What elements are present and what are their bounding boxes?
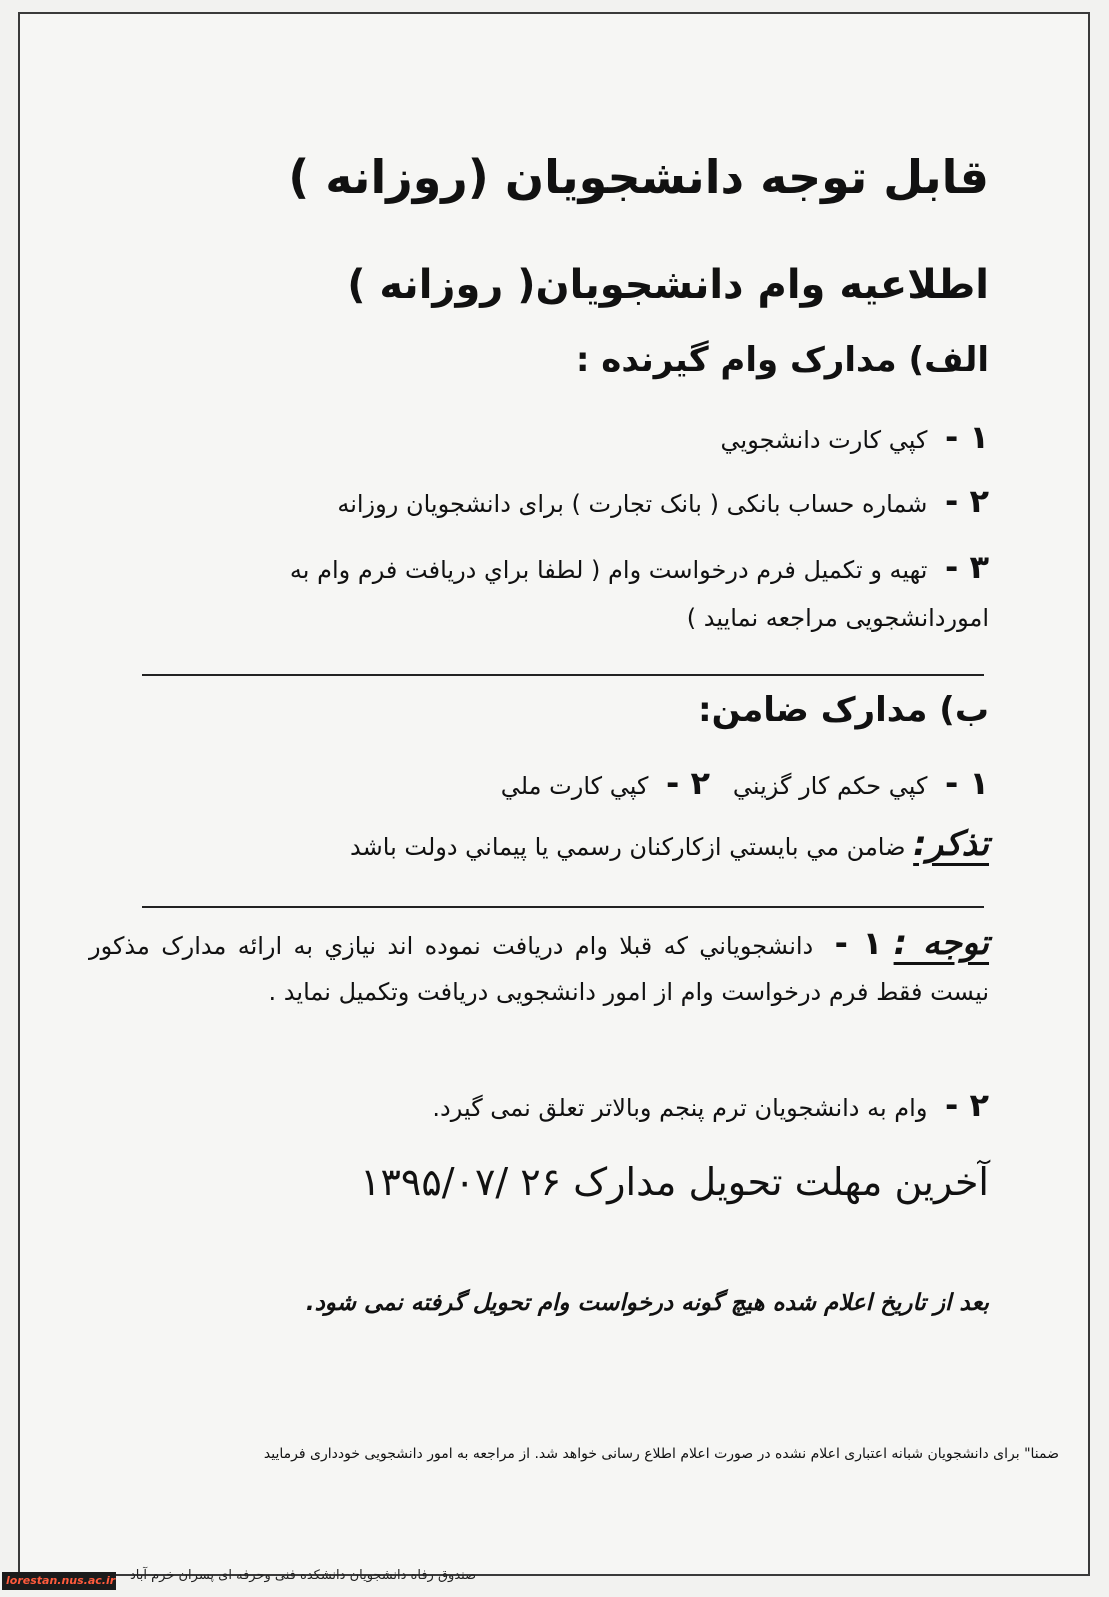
section-b-heading: ب) مدارک ضامن: <box>698 690 989 730</box>
item-number: ۲ - <box>945 482 989 520</box>
item-text: شماره حساب بانکی ( بانک تجارت ) برای دانشجويان روزانه <box>337 490 928 518</box>
section-b-items <box>501 764 989 802</box>
section-a-item-1 <box>721 418 989 456</box>
item-text: كپي حكم كار گزيني <box>732 772 928 800</box>
item-number: ۱ - <box>945 764 989 802</box>
reminder-label: تذكر: <box>913 824 989 864</box>
attention-label: توجه : <box>893 923 990 963</box>
section-a-heading: الف) مدارک وام گيرنده : <box>575 340 989 380</box>
item-number: ۲ - <box>666 764 710 802</box>
deadline: آخرين مهلت تحويل مدارک ۲۶ /۱۳۹۵/۰۷ <box>360 1160 989 1204</box>
item-number: ۲ - <box>945 1086 989 1124</box>
reminder-line <box>350 824 989 864</box>
section-a-item-3 <box>290 548 989 586</box>
final-note: بعد از تاريخ اعلام شده هيچ گونه درخواست وام تحويل گرفته نمی شود. <box>305 1290 989 1316</box>
item-text: كپي كارت ملي <box>500 772 649 800</box>
attention-text-2: وام به دانشجويان ترم پنجم وبالاتر تعلق نمی گيرد. <box>432 1094 928 1122</box>
divider <box>142 674 984 676</box>
item-number: ۱ - <box>945 418 989 456</box>
attention-item-2 <box>432 1086 989 1124</box>
watermark-logo: lorestan.nus.ac.ir <box>2 1572 116 1590</box>
attention-paragraph <box>89 920 989 1015</box>
page-subtitle: اطلاعيه وام دانشجويان( روزانه ) <box>347 262 989 308</box>
item-text: تهيه و تکميل فرم درخواست وام ( لطفا براي دريافت فرم وام به <box>289 556 928 584</box>
footnote: ضمنا" برای دانشجويان شبانه اعتباری اعلام نشده در صورت اعلام اطلاع رسانی خواهد شد. از مراجعه به امور دانشجويی خودداری فرماييد <box>263 1446 1059 1462</box>
page-title: قابل توجه دانشجويان (روزانه ) <box>288 150 989 204</box>
divider <box>142 906 984 908</box>
item-text: كپي كارت دانشجويي <box>720 426 928 454</box>
section-a-item-3-continuation: اموردانشجويی مراجعه نماييد ) <box>686 604 989 632</box>
signature: صندوق رفاه دانشجويان دانشکده فنی وحرفه ای پسران خرم آباد <box>130 1568 477 1583</box>
section-a-item-2 <box>337 482 989 520</box>
item-number: ۳ - <box>945 548 989 586</box>
attention-text-1: دانشجوياني كه قبلا وام دريافت نموده اند نيازي به ارائه مدارک مذکور نيست فقط فرم درخواست وام از امور دانشجويی دريافت وتكميل نمايد . <box>89 932 989 1006</box>
reminder-text: ضامن مي بايستي ازكاركنان رسمي يا پيماني دولت باشد <box>350 833 906 861</box>
item-number: ۱ - <box>834 924 883 962</box>
